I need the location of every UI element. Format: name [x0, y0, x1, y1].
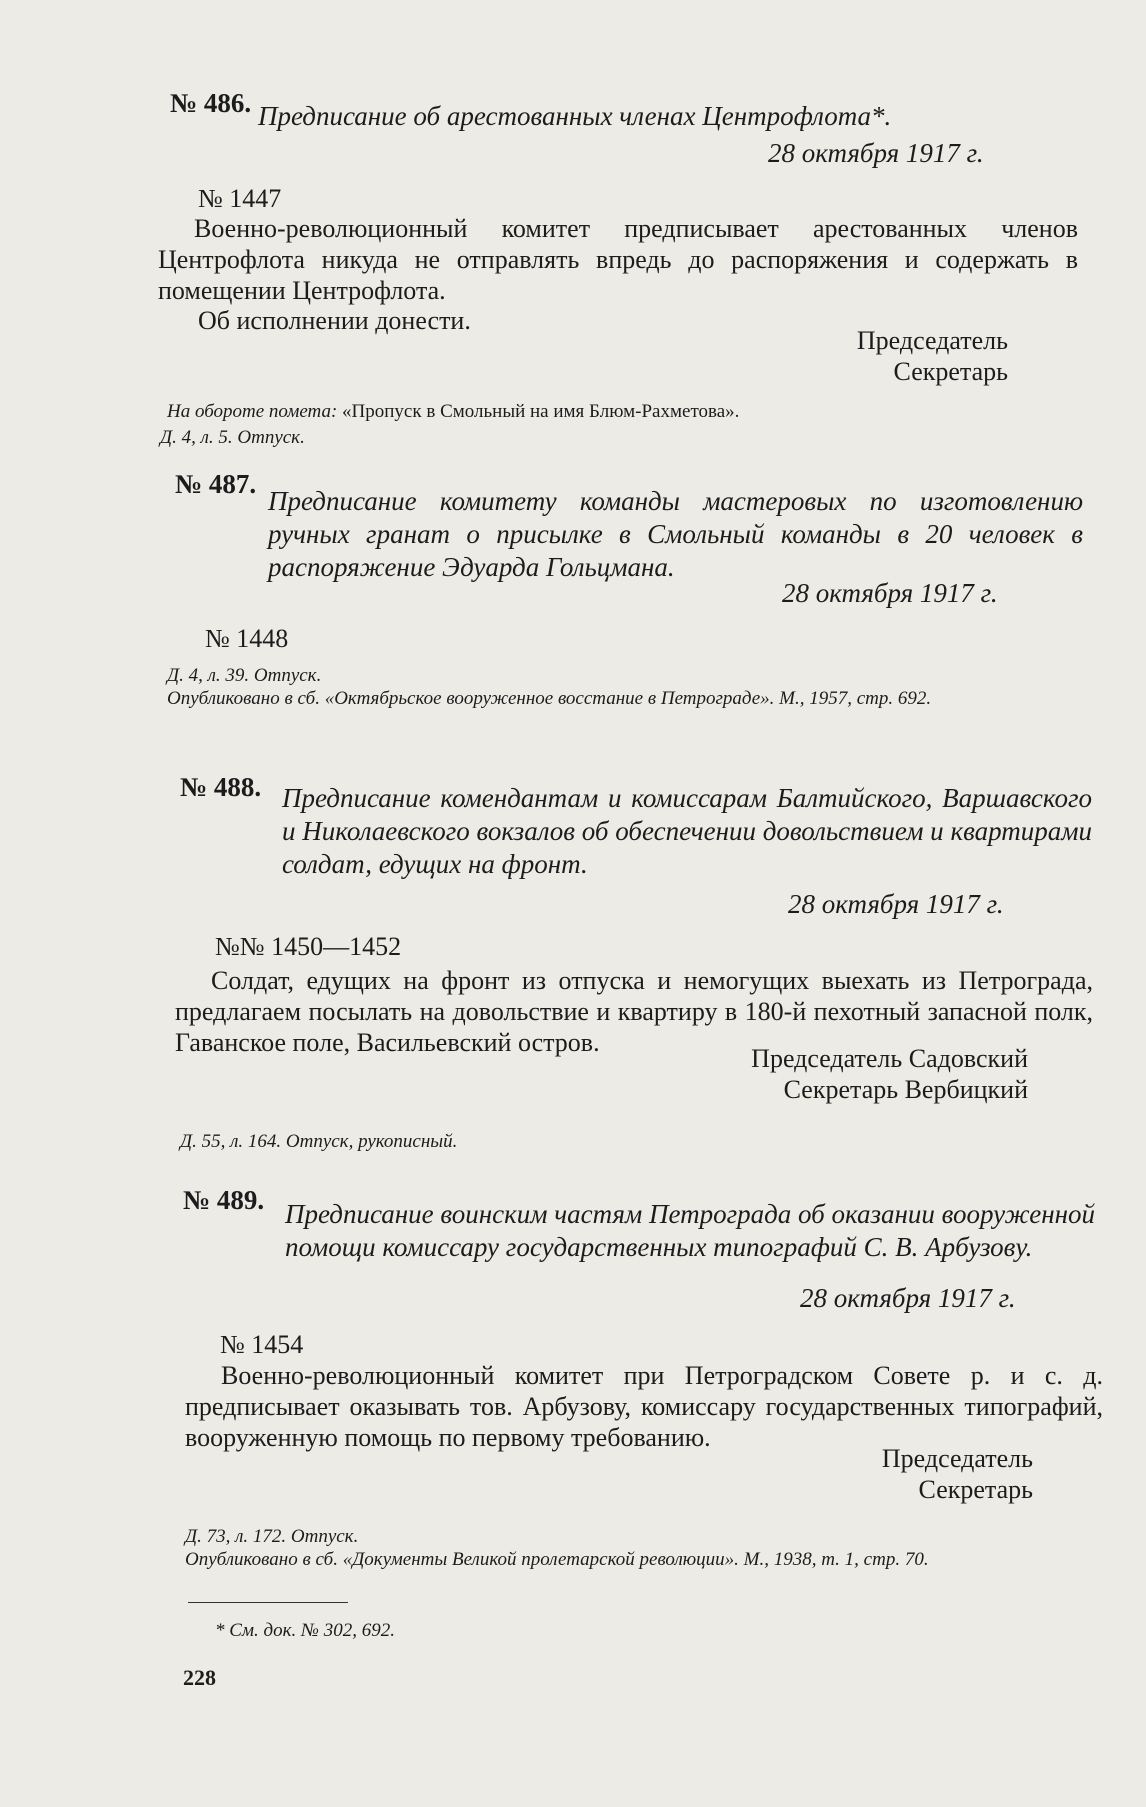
doc-486-chairman: Председатель: [856, 326, 1008, 355]
doc-486-secretary: Секретарь: [893, 357, 1008, 386]
doc-489-reg-number: № 1454: [220, 1330, 304, 1359]
doc-486-number: № 486.: [170, 88, 252, 118]
doc-489-source-archive: Д. 73, л. 172. Отпуск.: [185, 1526, 359, 1547]
doc-488-chairman: Председатель Садовский: [751, 1044, 1028, 1073]
doc-487-sources: [167, 664, 1087, 710]
doc-486-note-text: «Пропуск в Смольный на имя Блюм-Рахметова».: [342, 401, 740, 422]
doc-487-source-published: Опубликовано в сб. «Октябрьское вооруженное восстание в Петрограде». М., 1957, стр. 692.: [167, 688, 932, 709]
doc-489-text: [185, 1360, 1103, 1453]
doc-486-date: 28 октября 1917 г.: [768, 138, 984, 168]
doc-489-title: Предписание воинским частям Петрограда об оказании вооруженной помощи комиссару государственных типографий С. В. Арбузову.: [285, 1199, 1095, 1262]
footnote-rule: [188, 1602, 348, 1603]
doc-487-date: 28 октября 1917 г.: [782, 578, 998, 608]
doc-488-title: Предписание комендантам и комиссарам Балтийского, Варшавского и Николаевского вокзалов об обеспечении довольствием и квартирами солдат, едущих на фронт.: [282, 783, 1092, 879]
doc-486-paragraph: Военно-революционный комитет предписывает арестованных членов Центрофлота никуда не отправлять впредь до распоряжения и содержать в помещении Центрофлота.: [158, 214, 1078, 305]
doc-487-number: № 487.: [175, 469, 257, 499]
doc-488-paragraph: Солдат, едущих на фронт из отпуска и немогущих выехать из Петрограда, предлагаем посылать на довольствие и квартиру в 180-й пехотный запасной полк, Гаванское поле, Васильевский остров.: [175, 966, 1093, 1057]
doc-488-source: Д. 55, л. 164. Отпуск, рукописный.: [180, 1131, 458, 1152]
doc-488-number: № 488.: [180, 772, 262, 802]
doc-486-note: [167, 400, 1067, 423]
doc-486-text: [158, 213, 1078, 306]
doc-487-title: Предписание комитету команды мастеровых по изготовлению ручных гранат о присылке в Смольный команды в 20 человек в распоряжение Эдуарда Гольцмана.: [268, 486, 1083, 582]
doc-488-secretary: Секретарь Вербицкий: [783, 1075, 1028, 1104]
doc-489-chairman: Председатель: [881, 1444, 1033, 1473]
doc-489-paragraph: Военно-революционный комитет при Петроградском Совете р. и с. д. предписывает оказывать тов. Арбузову, комиссару государственных типографий, вооруженную помощь по первому требованию.: [185, 1361, 1103, 1452]
doc-486-note-prefix: На обороте помета:: [167, 401, 338, 422]
doc-486-source: Д. 4, л. 5. Отпуск.: [160, 427, 305, 448]
doc-489-number: № 489.: [183, 1185, 265, 1215]
doc-489-signatures: [740, 1443, 1033, 1505]
doc-489-source-published: Опубликовано в сб. «Документы Великой пролетарской революции». М., 1938, т. 1, стр. 70.: [185, 1549, 929, 1570]
doc-487-source-archive: Д. 4, л. 39. Отпуск.: [167, 665, 322, 686]
doc-486-reg-number: № 1447: [198, 184, 282, 213]
doc-488-signatures: [660, 1043, 1028, 1105]
footnote: * См. док. № 302, 692.: [215, 1620, 395, 1641]
doc-489-sources: [185, 1525, 1090, 1571]
doc-489-secretary: Секретарь: [918, 1475, 1033, 1504]
page-number: 228: [183, 1665, 216, 1690]
doc-488-date: 28 октября 1917 г.: [788, 889, 1004, 919]
doc-486-signatures: [700, 325, 1008, 387]
doc-486-closing: Об исполнении донести.: [198, 306, 471, 335]
doc-487-reg-number: № 1448: [205, 624, 289, 653]
doc-486-title: Предписание об арестованных членах Центрофлота*.: [258, 101, 892, 131]
doc-489-date: 28 октября 1917 г.: [800, 1283, 1016, 1313]
doc-488-reg-number: №№ 1450—1452: [215, 932, 402, 961]
